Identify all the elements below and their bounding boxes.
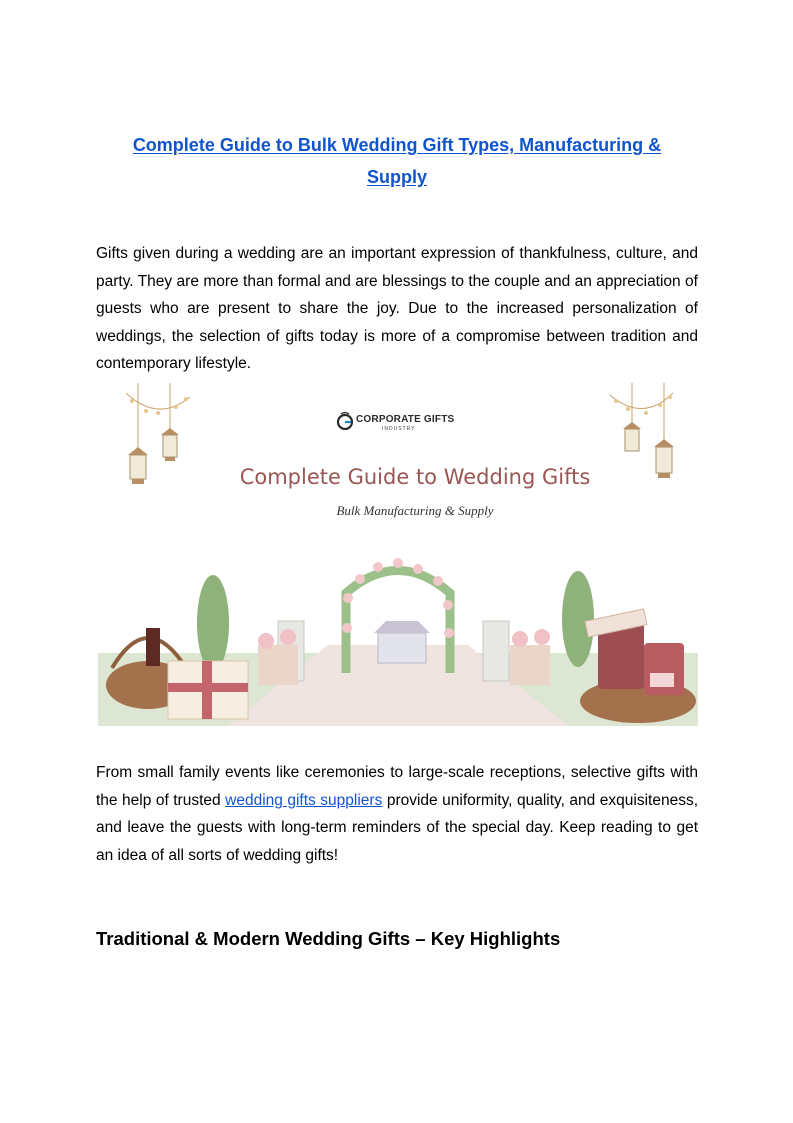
brand-subtitle: INDUSTRY	[382, 426, 416, 432]
banner-subtitle: Bulk Manufacturing & Supply	[336, 503, 494, 518]
intro-paragraph: Gifts given during a wedding are an important expression of thankfulness, culture, and party. They are more than formal and are blessings to the couple and an appreciation of guests who are present to share the joy. Due to the increased personalization of weddings, the selection of gifts today is more of a compromise between tradition and contemporary lifestyle.	[96, 245, 698, 373]
second-paragraph	[96, 759, 698, 869]
banner-image	[98, 383, 698, 726]
banner-title: Complete Guide to Wedding Gifts	[239, 465, 591, 489]
wedding-gifts-suppliers-link[interactable]: wedding gifts suppliers	[225, 791, 383, 809]
lantern-left-2	[161, 428, 179, 461]
brand-logo-icon	[336, 411, 354, 431]
title-link-line2[interactable]: Supply	[366, 167, 427, 187]
lantern-right-1	[623, 422, 641, 451]
title-link-line1[interactable]: Complete Guide to Bulk Wedding Gift Types, Manufacturing &	[132, 135, 662, 155]
document-title[interactable]	[96, 129, 698, 193]
second-paragraph-text-after: provide uniformity, quality, and exquisiteness, and leave the guests with long-term reminders of the special day. Keep reading to get an idea of all sorts of wedding gifts!	[96, 791, 699, 864]
section-heading: Traditional & Modern Wedding Gifts – Key Highlights	[96, 928, 561, 949]
second-paragraph-text-before: From small family events like ceremonies to large-scale receptions, selective gifts with the help of trusted	[96, 764, 698, 809]
brand-logo	[336, 411, 466, 435]
brand-name: CORPORATE GIFTS	[356, 414, 455, 425]
